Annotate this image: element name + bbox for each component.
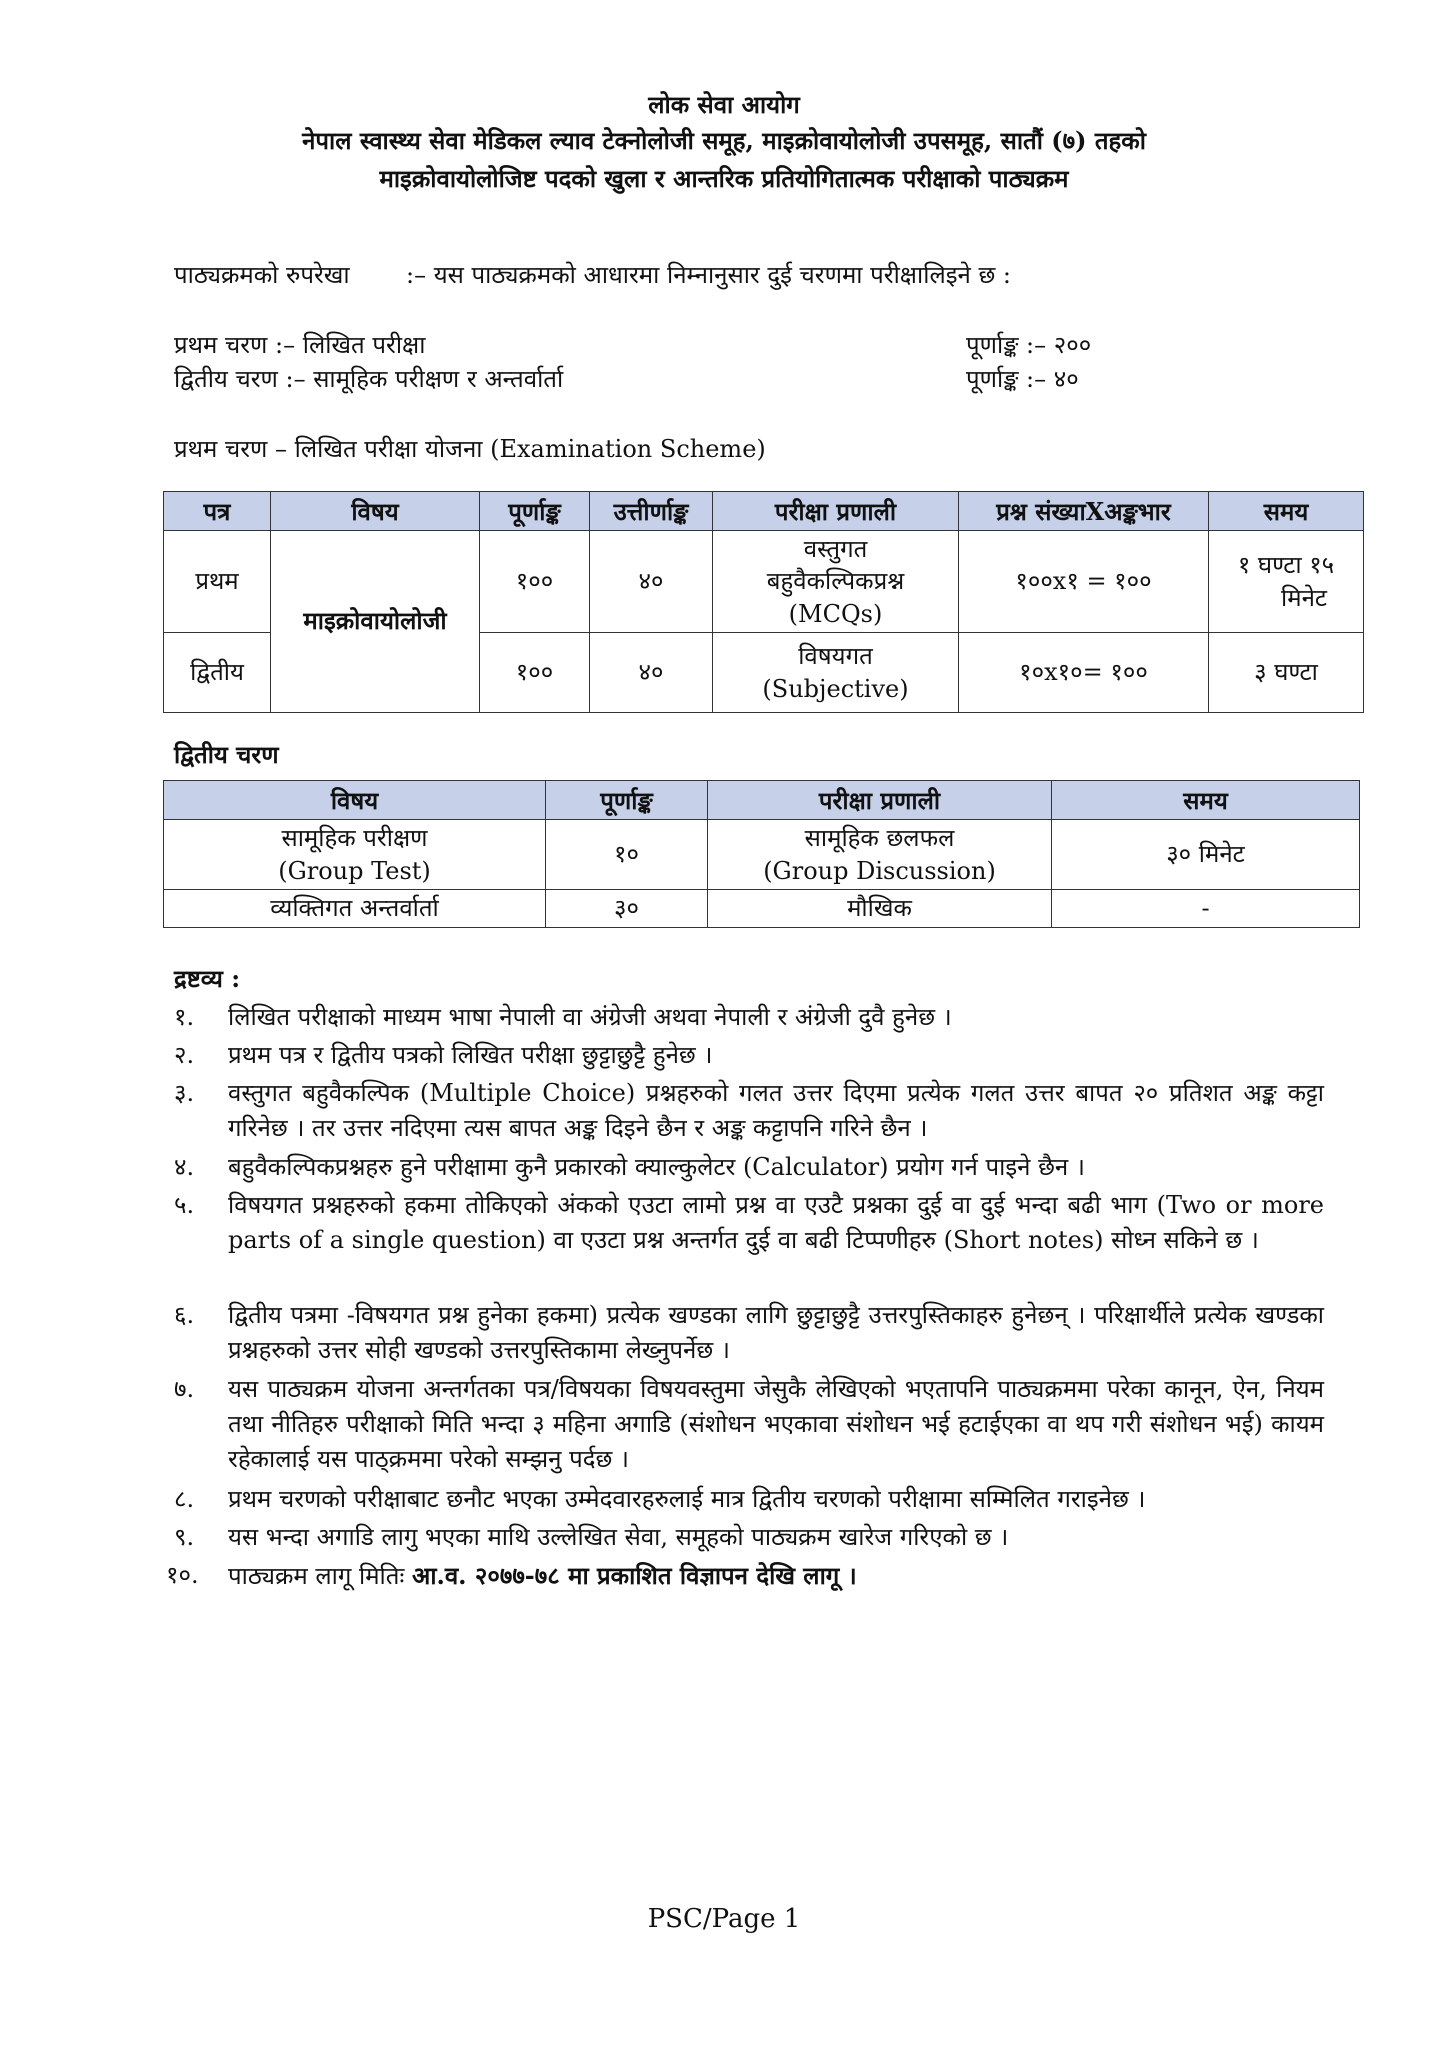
marks-cell: ३० (546, 890, 708, 928)
note-text: यस भन्दा अगाडि लागु भएका माथि उल्लेखित सेवा, समूहको पाठ्यक्रम खारेज गरिएको छ । (228, 1523, 1009, 1551)
time-cell: ३ घण्टा (1209, 633, 1364, 713)
table-row (164, 890, 1360, 928)
exam-system-line: वस्तुगत (803, 535, 868, 563)
time-cell (1209, 531, 1364, 633)
subject-line: (Group Test) (278, 856, 431, 885)
note-text: द्वितीय पत्रमा -विषयगत प्रश्न हुनेका हकमा) प्रत्येक खण्डका लागि छुट्टाछुट्टै उत्तरपुस्तिकाहरु हुनेछन् । परिक्षार्थीले प्रत्येक खण्डका प्रश्नहरुको उत्तर सोही खण्डको उत्तरपुस्तिकामा लेख्नुपर्नेछ । (228, 1301, 1324, 1364)
stage2-label: द्वितीय चरण :– सामूहिक परीक्षण र अन्तर्वार्ता (174, 365, 564, 393)
header-question-marks: प्रश्न संख्याXअङ्कभार (959, 492, 1209, 531)
time-cell: - (1052, 890, 1360, 928)
header-full-marks: पूर्णाङ्क (546, 781, 708, 820)
stage1-label: प्रथम चरण :– लिखित परीक्षा (174, 331, 426, 359)
header-subject: विषय (164, 781, 546, 820)
paper-cell: द्वितीय (164, 633, 271, 713)
note-number: ५. (174, 1191, 195, 1219)
note-number: २. (174, 1041, 195, 1069)
header-exam-system: परीक्षा प्रणाली (708, 781, 1052, 820)
exam-system-line: बहुवैकल्पिकप्रश्न (766, 567, 905, 596)
pass-marks-cell: ४० (590, 633, 713, 713)
note-number: ९. (174, 1523, 195, 1551)
exam-system-cell (708, 820, 1052, 890)
note-text: यस पाठ्यक्रम योजना अन्तर्गतका पत्र/विषयका विषयवस्तुमा जेसुकै लेखिएको भएतापनि पाठ्यक्रममा परेका कानून, ऐन, नियम तथा नीतिहरु परीक्षाको मिति भन्दा ३ महिना अगाडि (संशोधन भएकावा संशोधन भई हटाईएका वा थप गरी संशोधन भई) कायम रहेकालाई यस पाठ्क्रममा परेको सम्झनु पर्दछ । (228, 1375, 1324, 1473)
table-header-row (164, 492, 1364, 531)
header-full-marks: पूर्णाङ्क (480, 492, 590, 531)
header-paper: पत्र (164, 492, 271, 531)
stage2-marks: पूर्णाङ्क :– ४० (966, 365, 1079, 393)
outline-text: :– यस पाठ्यक्रमको आधारमा निम्नानुसार दुई चरणमा परीक्षालिइने छ : (406, 261, 1011, 289)
note-number: ८. (174, 1485, 195, 1513)
pass-marks-cell: ४० (590, 531, 713, 633)
time-line: मिनेट (1281, 583, 1327, 612)
page-footer: PSC/Page 1 (647, 1904, 801, 1934)
exam-system-line: (Group Discussion) (763, 856, 996, 885)
header-time: समय (1209, 492, 1364, 531)
table-row (164, 531, 1364, 633)
exam-system-line: विषयगत (798, 642, 873, 671)
full-marks-cell: १०० (480, 633, 590, 713)
header-time: समय (1052, 781, 1360, 820)
exam-system-line: (MCQs) (788, 599, 883, 628)
marks-cell: १० (546, 820, 708, 890)
scheme-title: प्रथम चरण – लिखित परीक्षा योजना (Examination Scheme) (174, 435, 766, 463)
paper-cell: प्रथम (164, 531, 271, 633)
question-marks-cell: १००x१ = १०० (959, 531, 1209, 633)
stage2-title: द्वितीय चरण (174, 740, 279, 769)
note-text: वस्तुगत बहुवैकल्पिक (Multiple Choice) प्रश्नहरुको गलत उत्तर दिएमा प्रत्येक गलत उत्तर बापत २० प्रतिशत अङ्क कट्टा गरिनेछ । तर उत्तर नदिएमा त्यस बापत अङ्क दिइने छैन र अङ्क कट्टापनि गरिने छैन । (228, 1079, 1324, 1142)
header-subject: विषय (271, 492, 480, 531)
header-line-3: माइक्रोवायोलोजिष्ट पदको खुला र आन्तरिक प्रतियोगितात्मक परीक्षाको पाठ्यक्रम (379, 164, 1069, 193)
outline-label: पाठ्यक्रमको रुपरेखा (174, 261, 350, 289)
note-text: बहुवैकल्पिकप्रश्नहरु हुने परीक्षामा कुनै प्रकारको क्याल्कुलेटर (Calculator) प्रयोग गर्न पाइने छैन । (228, 1153, 1085, 1181)
note-number: ४. (174, 1153, 195, 1181)
note-number: १०. (166, 1561, 199, 1589)
note-text-effective-date: आ.व. २०७७-७८ मा प्रकाशित विज्ञापन देखि लागू । (411, 1561, 857, 1590)
note-text (228, 1558, 1324, 1594)
header-line-2: नेपाल स्वास्थ्य सेवा मेडिकल ल्याव टेक्नोलोजी समूह, माइक्रोवायोलोजी उपसमूह, सातौं (७) तहको (302, 126, 1146, 155)
note-text: विषयगत प्रश्नहरुको हकमा तोकिएको अंकको एउटा लामो प्रश्न वा एउटै प्रश्नका दुई वा दुई भन्दा बढी भाग (Two or more parts of a single question) वा एउटा प्रश्न अन्तर्गत दुई वा बढी टिप्पणीहरु (Short notes) सोध्न सकिने छ । (228, 1191, 1324, 1254)
exam-system-line: (Subjective) (762, 674, 909, 703)
stage1-marks: पूर्णाङ्क :– २०० (966, 331, 1092, 359)
time-cell: ३० मिनेट (1052, 820, 1360, 890)
note-number: ७. (174, 1375, 195, 1403)
table-header-row (164, 781, 1360, 820)
notes-title: द्रष्टव्य : (174, 964, 241, 993)
table-row (164, 820, 1360, 890)
note-number: ६. (174, 1301, 195, 1329)
subject-cell (164, 820, 546, 890)
exam-scheme-table (163, 491, 1364, 713)
header-exam-system: परीक्षा प्रणाली (713, 492, 959, 531)
header-pass-marks: उत्तीर्णाङ्क (590, 492, 713, 531)
exam-system-cell (713, 531, 959, 633)
note-number: ३. (174, 1079, 195, 1107)
header-line-1: लोक सेवा आयोग (648, 90, 800, 119)
note-text: प्रथम चरणको परीक्षाबाट छनौट भएका उम्मेदवारहरुलाई मात्र द्वितीय चरणको परीक्षामा सम्मिलित गराइनेछ । (228, 1485, 1146, 1513)
subject-line: सामूहिक परीक्षण (281, 824, 428, 853)
note-text: प्रथम पत्र र द्वितीय पत्रको लिखित परीक्षा छुट्टाछुट्टै हुनेछ । (228, 1041, 713, 1069)
note-text: लिखित परीक्षाको माध्यम भाषा नेपाली वा अंग्रेजी अथवा नेपाली र अंग्रेजी दुवै हुनेछ । (228, 1003, 952, 1031)
exam-system-line: सामूहिक छलफल (804, 824, 955, 853)
note-text-prefix: पाठ्यक्रम लागू मितिः (228, 1562, 405, 1590)
subject-cell: माइक्रोवायोलोजी (271, 531, 480, 713)
question-marks-cell: १०x१०= १०० (959, 633, 1209, 713)
time-line: १ घण्टा १५ (1237, 551, 1335, 580)
stage2-table (163, 780, 1360, 928)
subject-cell: व्यक्तिगत अन्तर्वार्ता (164, 890, 546, 928)
exam-system-cell: मौखिक (708, 890, 1052, 928)
full-marks-cell: १०० (480, 531, 590, 633)
note-number: १. (174, 1003, 195, 1031)
exam-system-cell (713, 633, 959, 713)
